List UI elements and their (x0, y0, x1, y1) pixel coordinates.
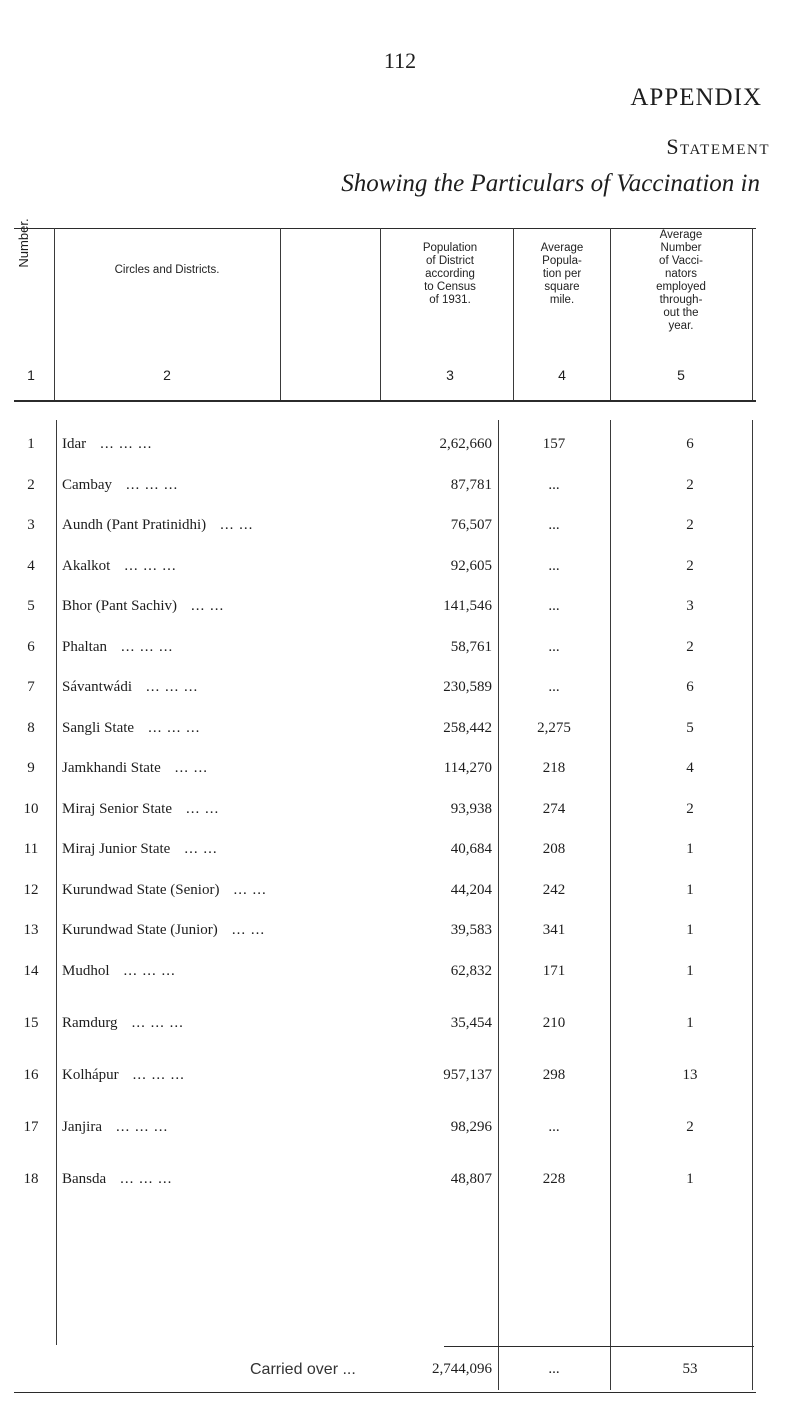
district-cell (62, 679, 362, 696)
avg-population-cell: ... (548, 476, 560, 493)
vaccinators-cell: 3 (686, 598, 694, 614)
vaccinators-cell: 2 (686, 557, 694, 574)
row-number: 7 (27, 679, 35, 695)
population-cell: 62,832 (450, 962, 492, 979)
row-number: 13 (23, 922, 39, 938)
leader-dots: ... ... ... (131, 1014, 184, 1031)
table-row (0, 841, 800, 867)
row-number: 12 (23, 881, 39, 898)
leader-dots: ... ... ... (123, 962, 176, 979)
number-header: Number. (16, 218, 31, 268)
header-divider (513, 228, 514, 400)
district-name: Phaltan (62, 638, 107, 655)
page-subtitle: Showing the Particulars of Vaccination in (341, 170, 760, 197)
leader-dots: ... ... ... (132, 1066, 185, 1083)
district-name: Bhor (Pant Sachiv) (62, 598, 177, 614)
avg-population-cell: 242 (542, 881, 566, 898)
district-name: Kurundwad State (Senior) (62, 881, 220, 898)
page-number: 112 (383, 48, 417, 73)
header-line: nators (665, 268, 697, 280)
district-name: Kolhápur (62, 1066, 119, 1083)
vaccinators-cell: 6 (686, 436, 694, 452)
districts-header: Circles and Districts. (114, 264, 220, 276)
vaccinators-cell: 2 (686, 476, 694, 493)
row-number: 10 (23, 800, 39, 817)
table-row (0, 598, 800, 624)
total-top-rule (444, 1346, 754, 1347)
district-cell (62, 963, 362, 980)
table-row (0, 558, 800, 584)
district-name: Mudhol (62, 962, 110, 979)
population-cell: 230,589 (443, 679, 492, 695)
vaccinators-header (616, 229, 746, 333)
district-cell (62, 598, 362, 615)
district-name: Akalkot (62, 557, 111, 574)
district-name: Ramdurg (62, 1014, 118, 1031)
row-number: 16 (23, 1066, 39, 1083)
vaccinators-cell: 1 (686, 881, 694, 898)
table-row (0, 963, 800, 989)
header-line: of Vacci- (659, 255, 703, 267)
header-divider (280, 228, 281, 400)
leader-dots: ... ... (185, 800, 220, 817)
colnum-3: 3 (446, 367, 454, 383)
district-cell (62, 517, 362, 534)
population-cell: 2,62,660 (439, 436, 492, 452)
avg-population-cell: 208 (542, 841, 566, 857)
header-line: tion per (542, 268, 582, 280)
vaccinators-cell: 1 (686, 962, 694, 979)
avg-population-cell: 218 (542, 760, 566, 776)
district-cell (62, 760, 362, 777)
leader-dots: ... ... (233, 881, 267, 898)
vaccinators-cell: 2 (686, 517, 694, 533)
district-cell (62, 477, 362, 494)
district-name: Cambay (62, 476, 112, 493)
avg-population-cell: 298 (542, 1066, 566, 1083)
district-name: Sávantwádi (62, 679, 132, 695)
header-line: of 1931. (429, 294, 471, 306)
population-cell: 957,137 (443, 1066, 492, 1083)
leader-dots: ... ... (220, 517, 254, 533)
district-name: Jamkhandi State (62, 760, 161, 776)
statement-heading: Statement (666, 134, 770, 159)
table-row (0, 1171, 800, 1197)
district-name: Miraj Senior State (62, 800, 172, 817)
avg-population-header (517, 242, 607, 307)
population-cell: 98,296 (450, 1118, 492, 1135)
total-vaccinators: 53 (682, 1361, 698, 1377)
table-row (0, 639, 800, 665)
leader-dots: ... ... ... (121, 638, 174, 655)
header-divider (610, 228, 611, 400)
header-divider (380, 228, 381, 400)
table-row (0, 517, 800, 543)
vaccinators-cell: 2 (686, 1118, 694, 1135)
district-name: Kurundwad State (Junior) (62, 922, 218, 938)
population-cell: 93,938 (450, 800, 492, 817)
vaccinators-cell: 4 (686, 760, 694, 776)
row-number: 9 (27, 760, 35, 776)
table-row (0, 922, 800, 948)
header-bottom-rule (14, 400, 756, 402)
vaccinators-cell: 6 (686, 679, 694, 695)
district-name: Idar (62, 436, 87, 452)
appendix-heading: APPENDIX (630, 84, 762, 111)
table-row (0, 477, 800, 503)
district-name: Aundh (Pant Pratinidhi) (62, 517, 207, 533)
leader-dots: ... ... ... (115, 1118, 169, 1135)
row-number: 15 (23, 1014, 39, 1031)
population-cell: 44,204 (450, 881, 492, 898)
district-cell (62, 720, 362, 737)
table-row (0, 882, 800, 908)
avg-population-cell: ... (548, 1118, 560, 1135)
vaccinators-cell: 1 (686, 1014, 694, 1031)
district-cell (62, 1067, 362, 1084)
avg-population-cell: 2,275 (537, 719, 571, 736)
header-line: according (425, 268, 475, 280)
vaccinators-cell: 1 (686, 922, 694, 938)
population-cell: 35,454 (450, 1014, 492, 1031)
table-bottom-rule (14, 1392, 756, 1393)
population-cell: 92,605 (450, 557, 492, 574)
table-row (0, 720, 800, 746)
row-number: 17 (23, 1118, 39, 1135)
total-label: Carried over ... (250, 1361, 356, 1378)
row-number: 6 (27, 638, 35, 655)
header-line: year. (668, 320, 694, 332)
avg-population-cell: ... (548, 517, 560, 533)
population-cell: 58,761 (450, 638, 492, 655)
table-row (0, 1119, 800, 1145)
vaccinators-cell: 2 (686, 638, 694, 655)
leader-dots: ... ... (190, 598, 225, 614)
row-number: 14 (23, 962, 39, 979)
header-line: employed (656, 281, 706, 293)
row-number: 18 (23, 1170, 39, 1187)
total-population: 2,744,096 (432, 1361, 492, 1377)
header-line: to Census (424, 281, 476, 293)
header-line: Number (660, 242, 702, 254)
header-line: of District (426, 255, 474, 267)
colnum-2: 2 (163, 367, 171, 383)
population-cell: 258,442 (443, 719, 492, 736)
header-line: through- (659, 294, 703, 306)
table-row (0, 436, 800, 462)
header-divider (752, 228, 753, 400)
district-name: Bansda (62, 1170, 107, 1187)
table-row (0, 1067, 800, 1093)
table-row (0, 801, 800, 827)
district-name: Sangli State (62, 719, 135, 736)
table-row (0, 679, 800, 705)
avg-population-cell: ... (548, 638, 560, 655)
table-row (0, 1015, 800, 1041)
header-line: Average (540, 242, 584, 254)
population-cell: 76,507 (450, 517, 492, 533)
population-cell: 48,807 (450, 1170, 492, 1187)
row-number: 1 (27, 436, 35, 452)
district-cell (62, 1171, 362, 1188)
row-number: 4 (27, 557, 35, 574)
district-cell (62, 882, 362, 899)
leader-dots: ... ... ... (100, 436, 153, 452)
district-cell (62, 1119, 362, 1136)
avg-population-cell: ... (548, 679, 560, 695)
vaccinators-cell: 5 (686, 719, 694, 736)
district-name: Janjira (62, 1118, 102, 1135)
avg-population-cell: ... (548, 557, 560, 574)
district-cell (62, 1015, 362, 1032)
vaccinators-cell: 2 (686, 800, 694, 817)
row-number: 8 (27, 719, 35, 736)
header-line: Popula- (542, 255, 582, 267)
population-cell: 114,270 (443, 760, 492, 776)
colnum-1: 1 (27, 367, 35, 383)
total-avg-population: ... (548, 1361, 560, 1377)
header-divider (54, 228, 55, 400)
vaccinators-cell: 13 (682, 1066, 698, 1083)
avg-population-cell: 157 (542, 436, 566, 452)
header-line: square (544, 281, 580, 293)
population-cell: 87,781 (450, 476, 492, 493)
row-number: 2 (27, 476, 35, 493)
population-cell: 141,546 (443, 598, 492, 614)
colnum-5: 5 (677, 367, 685, 383)
row-number: 3 (27, 517, 35, 533)
avg-population-cell: 171 (542, 962, 566, 979)
avg-population-cell: 210 (542, 1014, 566, 1031)
population-cell: 40,684 (450, 841, 492, 857)
avg-population-cell: 274 (542, 800, 566, 817)
vaccinators-cell: 1 (686, 841, 694, 857)
header-line: Average (659, 229, 703, 241)
district-cell (62, 801, 362, 818)
leader-dots: ... ... (184, 841, 218, 857)
population-header (394, 242, 506, 307)
district-cell (62, 436, 362, 453)
row-number: 5 (27, 598, 35, 614)
avg-population-cell: 341 (542, 922, 566, 938)
district-cell (62, 922, 362, 939)
header-line: out the (663, 307, 699, 319)
district-cell (62, 841, 362, 858)
table-row (0, 760, 800, 786)
leader-dots: ... ... (231, 922, 266, 938)
district-cell (62, 558, 362, 575)
population-cell: 39,583 (450, 922, 492, 938)
avg-population-cell: ... (548, 598, 560, 614)
vaccinators-cell: 1 (686, 1170, 694, 1187)
leader-dots: ... ... ... (124, 557, 177, 574)
district-name: Miraj Junior State (62, 841, 171, 857)
leader-dots: ... ... (174, 760, 208, 776)
district-cell (62, 639, 362, 656)
leader-dots: ... ... ... (126, 476, 179, 493)
leader-dots: ... ... ... (148, 719, 201, 736)
row-number: 11 (23, 841, 39, 857)
colnum-4: 4 (558, 367, 566, 383)
leader-dots: ... ... ... (145, 679, 199, 695)
header-line: Population (422, 242, 478, 254)
leader-dots: ... ... ... (120, 1170, 173, 1187)
header-line: mile. (549, 294, 575, 306)
avg-population-cell: 228 (542, 1170, 566, 1187)
